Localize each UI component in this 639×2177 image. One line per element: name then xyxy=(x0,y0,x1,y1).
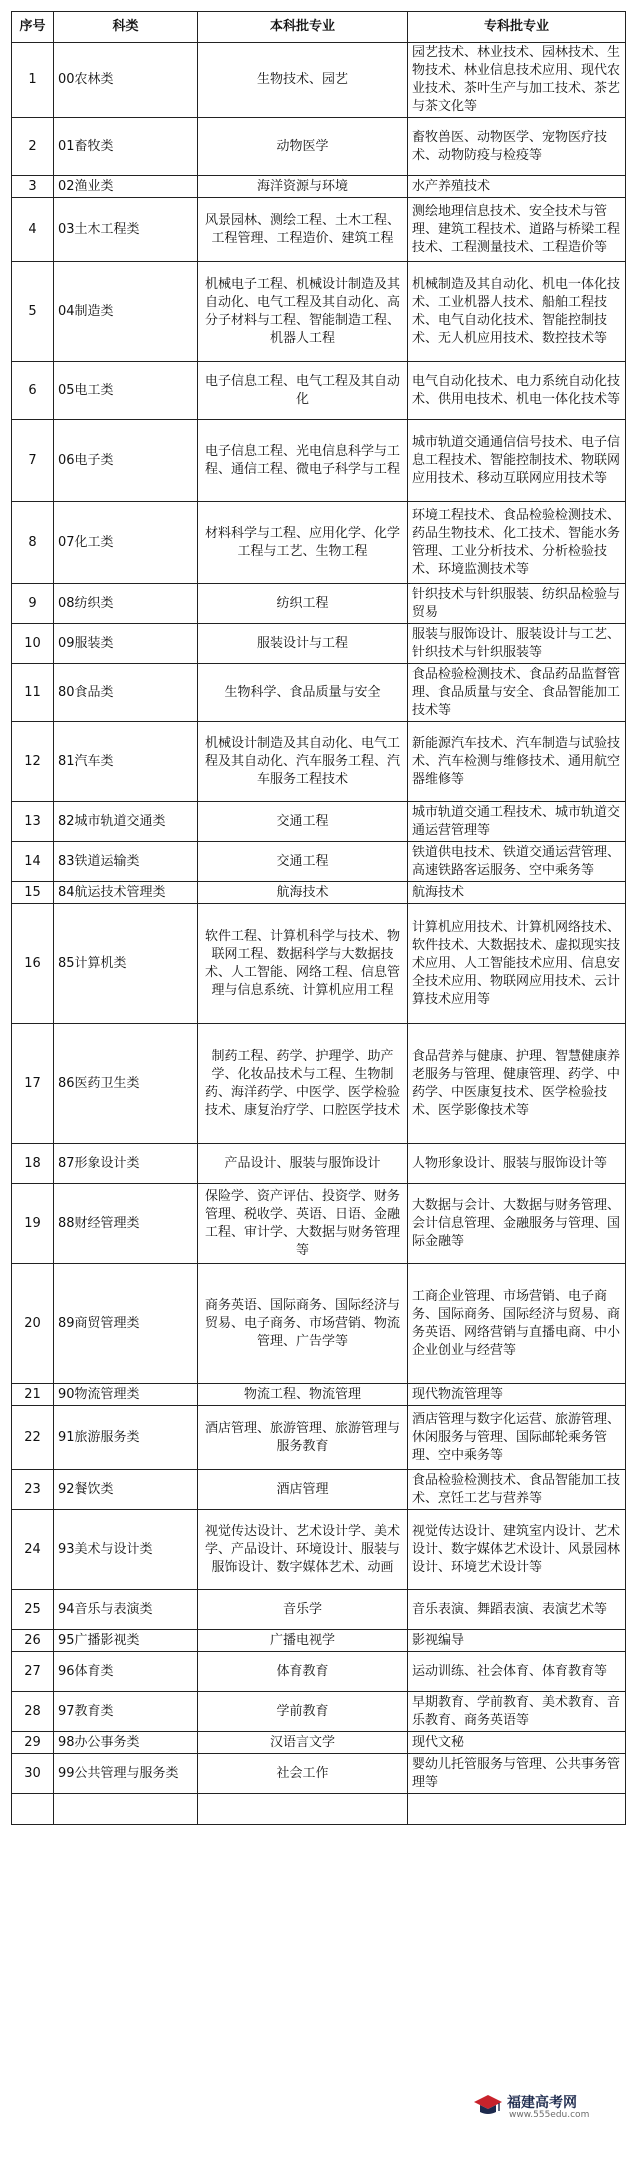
row-seq: 17 xyxy=(12,1024,54,1144)
header-undergraduate: 本科批专业 xyxy=(198,12,408,43)
empty-cell xyxy=(198,1794,408,1825)
table-row xyxy=(12,1024,626,1144)
row-seq: 1 xyxy=(12,43,54,118)
table-row xyxy=(12,1470,626,1510)
row-vocational: 婴幼儿托管服务与管理、公共事务管理等 xyxy=(408,1754,626,1794)
row-undergraduate: 机械电子工程、机械设计制造及其自动化、电气工程及其自动化、高分子材料与工程、智能制造工程、机器人工程 xyxy=(198,262,408,362)
table-row xyxy=(12,1264,626,1384)
row-undergraduate: 广播电视学 xyxy=(198,1630,408,1652)
row-seq: 3 xyxy=(12,176,54,198)
row-seq: 14 xyxy=(12,842,54,882)
row-vocational: 铁道供电技术、铁道交通运营管理、高速铁路客运服务、空中乘务等 xyxy=(408,842,626,882)
row-vocational: 早期教育、学前教育、美术教育、音乐教育、商务英语等 xyxy=(408,1692,626,1732)
table-row xyxy=(12,362,626,420)
row-category: 84航运技术管理类 xyxy=(54,882,198,904)
row-seq: 7 xyxy=(12,420,54,502)
row-undergraduate: 交通工程 xyxy=(198,802,408,842)
table-row xyxy=(12,118,626,176)
row-seq: 2 xyxy=(12,118,54,176)
row-category: 94音乐与表演类 xyxy=(54,1590,198,1630)
row-undergraduate: 机械设计制造及其自动化、电气工程及其自动化、汽车服务工程、汽车服务工程技术 xyxy=(198,722,408,802)
row-category: 06电子类 xyxy=(54,420,198,502)
row-seq: 5 xyxy=(12,262,54,362)
row-seq: 4 xyxy=(12,198,54,262)
row-vocational: 运动训练、社会体育、体育教育等 xyxy=(408,1652,626,1692)
row-seq: 13 xyxy=(12,802,54,842)
table-row xyxy=(12,904,626,1024)
row-vocational: 园艺技术、林业技术、园林技术、生物技术、林业信息技术应用、现代农业技术、茶叶生产与加工技术、茶艺与茶文化等 xyxy=(408,43,626,118)
row-seq: 22 xyxy=(12,1406,54,1470)
row-category: 80食品类 xyxy=(54,664,198,722)
row-seq: 8 xyxy=(12,502,54,584)
table-row xyxy=(12,176,626,198)
row-vocational: 酒店管理与数字化运营、旅游管理、休闲服务与管理、国际邮轮乘务管理、空中乘务等 xyxy=(408,1406,626,1470)
row-category: 87形象设计类 xyxy=(54,1144,198,1184)
row-seq: 15 xyxy=(12,882,54,904)
row-undergraduate: 电子信息工程、光电信息科学与工程、通信工程、微电子科学与工程 xyxy=(198,420,408,502)
table-header-row xyxy=(12,12,626,43)
row-category: 89商贸管理类 xyxy=(54,1264,198,1384)
row-vocational: 城市轨道交通工程技术、城市轨道交通运营管理等 xyxy=(408,802,626,842)
row-seq: 11 xyxy=(12,664,54,722)
row-vocational: 电气自动化技术、电力系统自动化技术、供用电技术、机电一体化技术等 xyxy=(408,362,626,420)
mortarboard-icon xyxy=(473,2093,503,2117)
table-body xyxy=(12,43,626,1825)
table-row xyxy=(12,1692,626,1732)
table-row xyxy=(12,198,626,262)
row-undergraduate: 音乐学 xyxy=(198,1590,408,1630)
row-undergraduate: 汉语言文学 xyxy=(198,1732,408,1754)
row-category: 91旅游服务类 xyxy=(54,1406,198,1470)
major-table xyxy=(11,11,626,1825)
row-category: 03土木工程类 xyxy=(54,198,198,262)
row-undergraduate: 商务英语、国际商务、国际经济与贸易、电子商务、市场营销、物流管理、广告学等 xyxy=(198,1264,408,1384)
row-category: 90物流管理类 xyxy=(54,1384,198,1406)
row-undergraduate: 制药工程、药学、护理学、助产学、化妆品技术与工程、生物制药、海洋药学、中医学、医学检验技术、康复治疗学、口腔医学技术 xyxy=(198,1024,408,1144)
table-row xyxy=(12,1630,626,1652)
row-category: 98办公事务类 xyxy=(54,1732,198,1754)
row-seq: 12 xyxy=(12,722,54,802)
row-seq: 27 xyxy=(12,1652,54,1692)
row-undergraduate: 服装设计与工程 xyxy=(198,624,408,664)
row-undergraduate: 生物技术、园艺 xyxy=(198,43,408,118)
row-seq: 9 xyxy=(12,584,54,624)
row-seq: 25 xyxy=(12,1590,54,1630)
table-row xyxy=(12,1184,626,1264)
row-undergraduate: 产品设计、服装与服饰设计 xyxy=(198,1144,408,1184)
table-row xyxy=(12,722,626,802)
table-row xyxy=(12,43,626,118)
site-watermark xyxy=(473,2091,611,2125)
row-seq: 20 xyxy=(12,1264,54,1384)
table-row xyxy=(12,624,626,664)
row-vocational: 针织技术与针织服装、纺织品检验与贸易 xyxy=(408,584,626,624)
table-row xyxy=(12,802,626,842)
row-seq: 19 xyxy=(12,1184,54,1264)
row-category: 92餐饮类 xyxy=(54,1470,198,1510)
header-category: 科类 xyxy=(54,12,198,43)
row-seq: 23 xyxy=(12,1470,54,1510)
row-seq: 10 xyxy=(12,624,54,664)
table-row xyxy=(12,502,626,584)
row-vocational: 城市轨道交通通信信号技术、电子信息工程技术、智能控制技术、物联网应用技术、移动互联网应用技术等 xyxy=(408,420,626,502)
row-vocational: 航海技术 xyxy=(408,882,626,904)
row-category: 83铁道运输类 xyxy=(54,842,198,882)
row-undergraduate: 纺织工程 xyxy=(198,584,408,624)
row-undergraduate: 交通工程 xyxy=(198,842,408,882)
row-vocational: 环境工程技术、食品检验检测技术、药品生物技术、化工技术、智能水务管理、工业分析技术、分析检验技术、环境监测技术等 xyxy=(408,502,626,584)
row-vocational: 现代文秘 xyxy=(408,1732,626,1754)
row-category: 02渔业类 xyxy=(54,176,198,198)
row-category: 07化工类 xyxy=(54,502,198,584)
table-row xyxy=(12,1754,626,1794)
row-category: 88财经管理类 xyxy=(54,1184,198,1264)
row-vocational: 大数据与会计、大数据与财务管理、会计信息管理、金融服务与管理、国际金融等 xyxy=(408,1184,626,1264)
row-seq: 29 xyxy=(12,1732,54,1754)
row-vocational: 视觉传达设计、建筑室内设计、艺术设计、数字媒体艺术设计、风景园林设计、环境艺术设计等 xyxy=(408,1510,626,1590)
watermark-title: 福建高考网 xyxy=(507,2095,577,2111)
row-vocational: 人物形象设计、服装与服饰设计等 xyxy=(408,1144,626,1184)
row-vocational: 食品检验检测技术、食品药品监督管理、食品质量与安全、食品智能加工技术等 xyxy=(408,664,626,722)
row-undergraduate: 酒店管理、旅游管理、旅游管理与服务教育 xyxy=(198,1406,408,1470)
row-seq: 21 xyxy=(12,1384,54,1406)
row-undergraduate: 视觉传达设计、艺术设计学、美术学、产品设计、环境设计、服装与服饰设计、数字媒体艺术、动画 xyxy=(198,1510,408,1590)
row-undergraduate: 航海技术 xyxy=(198,882,408,904)
row-category: 04制造类 xyxy=(54,262,198,362)
row-category: 09服装类 xyxy=(54,624,198,664)
table-row xyxy=(12,1406,626,1470)
row-undergraduate: 海洋资源与环境 xyxy=(198,176,408,198)
table-row xyxy=(12,1652,626,1692)
header-seq: 序号 xyxy=(12,12,54,43)
row-vocational: 计算机应用技术、计算机网络技术、软件技术、大数据技术、虚拟现实技术应用、人工智能技术应用、信息安全技术应用、物联网应用技术、云计算技术应用等 xyxy=(408,904,626,1024)
row-category: 08纺织类 xyxy=(54,584,198,624)
table-row xyxy=(12,1510,626,1590)
table-row xyxy=(12,420,626,502)
document-page xyxy=(11,11,625,2135)
row-vocational: 音乐表演、舞蹈表演、表演艺术等 xyxy=(408,1590,626,1630)
row-undergraduate: 保险学、资产评估、投资学、财务管理、税收学、英语、日语、金融工程、审计学、大数据与财务管理等 xyxy=(198,1184,408,1264)
row-category: 81汽车类 xyxy=(54,722,198,802)
row-vocational: 畜牧兽医、动物医学、宠物医疗技术、动物防疫与检疫等 xyxy=(408,118,626,176)
row-vocational: 工商企业管理、市场营销、电子商务、国际商务、国际经济与贸易、商务英语、网络营销与直播电商、中小企业创业与经营等 xyxy=(408,1264,626,1384)
row-category: 00农林类 xyxy=(54,43,198,118)
table-row xyxy=(12,1384,626,1406)
row-seq: 24 xyxy=(12,1510,54,1590)
table-row xyxy=(12,664,626,722)
row-vocational: 食品营养与健康、护理、智慧健康养老服务与管理、健康管理、药学、中药学、中医康复技术、医学检验技术、医学影像技术等 xyxy=(408,1024,626,1144)
row-undergraduate: 电子信息工程、电气工程及其自动化 xyxy=(198,362,408,420)
row-vocational: 新能源汽车技术、汽车制造与试验技术、汽车检测与维修技术、通用航空器维修等 xyxy=(408,722,626,802)
row-vocational: 服装与服饰设计、服装设计与工艺、针织技术与针织服装等 xyxy=(408,624,626,664)
row-category: 95广播影视类 xyxy=(54,1630,198,1652)
row-vocational: 现代物流管理等 xyxy=(408,1384,626,1406)
row-undergraduate: 学前教育 xyxy=(198,1692,408,1732)
table-row xyxy=(12,584,626,624)
table-row xyxy=(12,262,626,362)
row-category: 05电工类 xyxy=(54,362,198,420)
table-row xyxy=(12,1590,626,1630)
header-vocational: 专科批专业 xyxy=(408,12,626,43)
row-undergraduate: 物流工程、物流管理 xyxy=(198,1384,408,1406)
row-category: 96体育类 xyxy=(54,1652,198,1692)
table-row xyxy=(12,842,626,882)
row-vocational: 影视编导 xyxy=(408,1630,626,1652)
row-undergraduate: 动物医学 xyxy=(198,118,408,176)
row-undergraduate: 软件工程、计算机科学与技术、物联网工程、数据科学与大数据技术、人工智能、网络工程、信息管理与信息系统、计算机应用工程 xyxy=(198,904,408,1024)
row-vocational: 测绘地理信息技术、安全技术与管理、建筑工程技术、道路与桥梁工程技术、工程测量技术、工程造价等 xyxy=(408,198,626,262)
row-category: 93美术与设计类 xyxy=(54,1510,198,1590)
row-seq: 28 xyxy=(12,1692,54,1732)
row-undergraduate: 体育教育 xyxy=(198,1652,408,1692)
row-seq: 6 xyxy=(12,362,54,420)
table-row xyxy=(12,1732,626,1754)
row-category: 01畜牧类 xyxy=(54,118,198,176)
row-category: 99公共管理与服务类 xyxy=(54,1754,198,1794)
row-category: 97教育类 xyxy=(54,1692,198,1732)
row-seq: 16 xyxy=(12,904,54,1024)
row-category: 82城市轨道交通类 xyxy=(54,802,198,842)
watermark-url: www.555edu.com xyxy=(509,2110,590,2120)
row-undergraduate: 风景园林、测绘工程、土木工程、工程管理、工程造价、建筑工程 xyxy=(198,198,408,262)
row-undergraduate: 材料科学与工程、应用化学、化学工程与工艺、生物工程 xyxy=(198,502,408,584)
empty-cell xyxy=(54,1794,198,1825)
table-row xyxy=(12,1144,626,1184)
row-vocational: 机械制造及其自动化、机电一体化技术、工业机器人技术、船舶工程技术、电气自动化技术、智能控制技术、无人机应用技术、数控技术等 xyxy=(408,262,626,362)
row-undergraduate: 生物科学、食品质量与安全 xyxy=(198,664,408,722)
row-vocational: 食品检验检测技术、食品智能加工技术、烹饪工艺与营养等 xyxy=(408,1470,626,1510)
row-seq: 26 xyxy=(12,1630,54,1652)
row-vocational: 水产养殖技术 xyxy=(408,176,626,198)
empty-cell xyxy=(12,1794,54,1825)
table-row-empty xyxy=(12,1794,626,1825)
row-seq: 18 xyxy=(12,1144,54,1184)
table-row xyxy=(12,882,626,904)
empty-cell xyxy=(408,1794,626,1825)
row-category: 86医药卫生类 xyxy=(54,1024,198,1144)
row-category: 85计算机类 xyxy=(54,904,198,1024)
row-seq: 30 xyxy=(12,1754,54,1794)
row-undergraduate: 社会工作 xyxy=(198,1754,408,1794)
row-undergraduate: 酒店管理 xyxy=(198,1470,408,1510)
